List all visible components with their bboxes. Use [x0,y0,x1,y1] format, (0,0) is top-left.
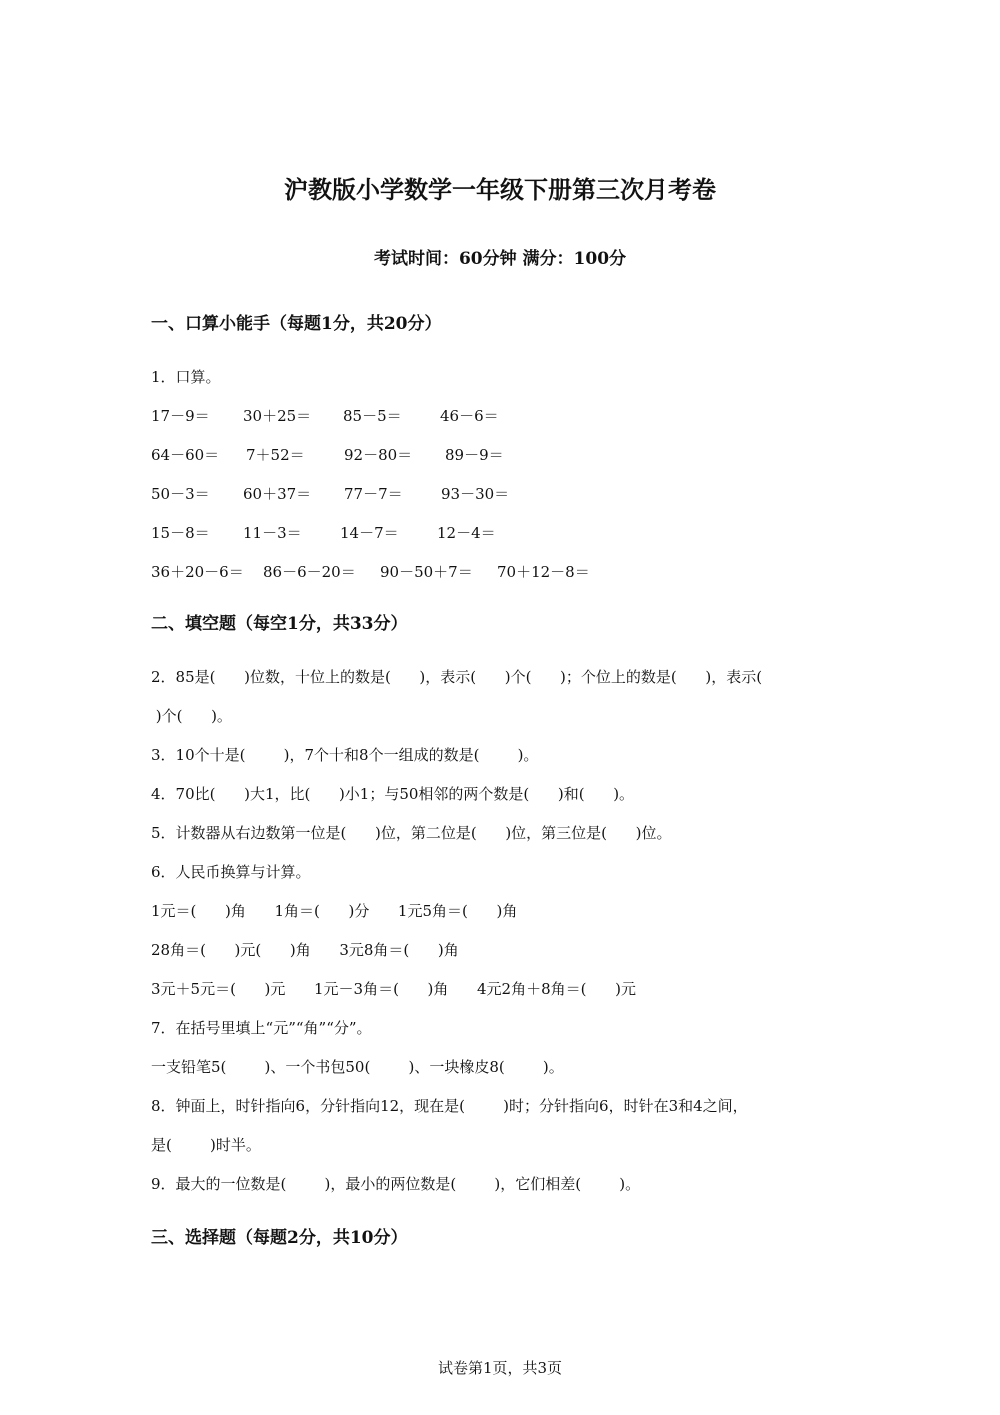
section-2-heading: 二、填空题（每空1分，共33分） [151,614,408,634]
question-6-row-2: 28角＝( )元( )角 3元8角＝( )角 [151,941,459,959]
question-2-cont: )个( )。 [151,707,232,725]
calc-item: 93－30＝ [441,485,510,503]
section-2 [151,612,871,636]
exam-info: 考试时间：60分钟 满分：100分 [373,249,627,269]
calc-item: 46－6＝ [440,407,499,425]
question-5: 5．计数器从右边数第一位是( )位，第二位是( )位，第三位是( )位。 [151,824,672,842]
calc-item: 92－80＝ [344,446,413,464]
calc-item: 11－3＝ [243,524,302,542]
section-3 [151,1226,871,1250]
calc-item: 70＋12－8＝ [497,563,590,581]
calc-item: 85－5＝ [343,407,402,425]
question-2: 2．85是( )位数，十位上的数是( )，表示( )个( )；个位上的数是( )，表示( [151,668,763,686]
question-9: 9．最大的一位数是( )，最小的两位数是( )，它们相差( )。 [151,1175,641,1193]
calc-item: 64－60＝ [151,446,220,464]
question-7: 7．在括号里填上“元”“角”“分”。 [151,1019,372,1037]
question-7-row: 一支铅笔5( )、一个书包50( )、一块橡皮8( )。 [151,1058,564,1076]
calc-item: 36＋20－6＝ [151,563,244,581]
question-4: 4．70比( )大1，比( )小1；与50相邻的两个数是( )和( )。 [151,785,635,803]
calc-row [151,397,871,436]
calc-row [151,514,871,553]
calc-item: 30＋25＝ [243,407,312,425]
section-1-heading: 一、口算小能手（每题1分，共20分） [151,314,442,334]
calc-row [151,436,871,475]
section-3-heading: 三、选择题（每题2分，共10分） [151,1228,408,1248]
calc-item: 89－9＝ [445,446,504,464]
page-footer: 试卷第1页，共3页 [437,1359,563,1377]
calc-item: 86－6－20＝ [263,563,356,581]
calc-row [151,475,871,514]
calc-item: 90－50＋7＝ [380,563,473,581]
calc-item: 77－7＝ [344,485,403,503]
calc-item: 50－3＝ [151,485,210,503]
question-8-cont: 是( )时半。 [151,1136,261,1154]
question-6-row-1: 1元＝( )角 1角＝( )分 1元5角＝( )角 [151,902,518,920]
exam-title: 沪教版小学数学一年级下册第三次月考卷 [284,176,716,204]
calc-item: 15－8＝ [151,524,210,542]
question-6-row-3: 3元＋5元＝( )元 1元－3角＝( )角 4元2角＋8角＝( )元 [151,980,636,998]
calc-item: 60＋37＝ [243,485,312,503]
question-3: 3．10个十是( )，7个十和8个一组成的数是( )。 [151,746,539,764]
calc-item: 17－9＝ [151,407,210,425]
question-1-prompt: 1．口算。 [151,368,221,386]
calc-item: 14－7＝ [340,524,399,542]
question-8: 8．钟面上，时针指向6，分针指向12，现在是( )时；分针指向6，时针在3和4之间， [151,1097,748,1115]
question-6: 6．人民币换算与计算。 [151,863,311,881]
question-1 [151,358,871,592]
calc-row [151,553,871,592]
calc-item: 12－4＝ [437,524,496,542]
section-1 [151,312,871,336]
calc-item: 7＋52＝ [246,446,305,464]
section-2-questions [151,658,871,1204]
